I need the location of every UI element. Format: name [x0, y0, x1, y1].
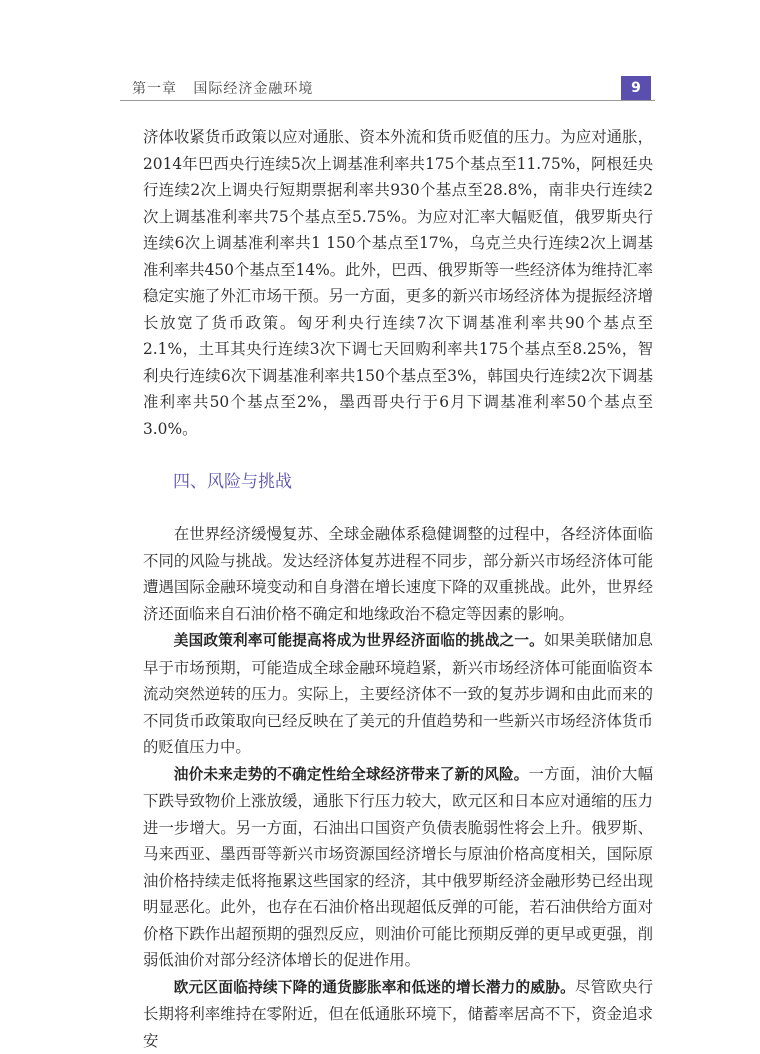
risk-paragraph-us-rates [143, 627, 653, 761]
paragraph-text: 一方面，油价大幅下跌导致物价上涨放缓，通胀下行压力较大，欧元区和日本应对通缩的压力进一步增大。另一方面，石油出口国资产负债表脆弱性将会上升。俄罗斯、马来西亚、墨西哥等新兴市场资源国经济增长与原油价格高度相关，国际原油价格持续走低将拖累这些国家的经济，其中俄罗斯经济金融形势已经出现明显恶化。此外，也存在石油价格出现超低反弹的可能，若石油供给方面对价格下跌作出超预期的强烈反应，则油价可能比预期反弹的更早或更强，削弱低油价对部分经济体增长的促进作用。 [143, 765, 653, 970]
section-heading: 四、风险与挑战 [173, 469, 653, 495]
intro-paragraph [143, 521, 653, 627]
paragraph-lead-bold: 油价未来走势的不确定性给全球经济带来了新的风险。 [174, 766, 529, 783]
paragraph-lead-bold: 美国政策利率可能提高将成为世界经济面临的挑战之一。 [174, 632, 544, 649]
running-header [120, 76, 655, 101]
continued-paragraph: 济体收紧货币政策以应对通胀、资本外流和货币贬值的压力。为应对通胀，2014年巴西央行连续5次上调基准利率共175个基点至11.75%，阿根廷央行连续2次上调央行短期票据利率共930个基点至28.8%，南非央行连续2次上调基准利率共75个基点至5.75%。为应对汇率大幅贬值，俄罗斯央行连续6次上调基准利率共1 150个基点至17%，乌克兰央行连续2次上调基准利率共450个基点至14%。此外，巴西、俄罗斯等一些经济体为维持汇率稳定实施了外汇市场干预。另一方面，更多的新兴市场经济体为提振经济增长放宽了货币政策。匈牙利央行连续7次下调基准利率共90个基点至2.1%，土耳其央行连续3次下调七天回购利率共175个基点至8.25%，智利央行连续6次下调基准利率共150个基点至3%，韩国央行连续2次下调基准利率共50个基点至2%，墨西哥央行于6月下调基准利率50个基点至3.0%。 [143, 124, 653, 442]
risk-paragraph-oil-price [143, 761, 653, 974]
paragraph-text: 尽管欧央行长期将利率维持在零附近，但在低通胀环境下，储蓄率居高不下，资金追求安 [143, 978, 653, 1050]
page-number-badge: 9 [621, 76, 651, 100]
chapter-title: 第一章 国际经济金融环境 [132, 78, 313, 98]
paragraph-text: 如果美联储加息早于市场预期，可能造成全球金融环境趋紧，新兴市场经济体可能面临资本流动突然逆转的压力。实际上，主要经济体不一致的复苏步调和由此而来的不同货币政策取向已经反映在了美元的升值趋势和一些新兴市场经济体货币的贬值压力中。 [143, 631, 653, 756]
page-body [143, 124, 653, 1054]
risk-paragraph-eurozone [143, 974, 653, 1054]
paragraph-lead-bold: 欧元区面临持续下降的通货膨胀率和低迷的增长潜力的威胁。 [174, 979, 575, 996]
paragraph-text: 在世界经济缓慢复苏、全球金融体系稳健调整的过程中，各经济体面临不同的风险与挑战。发达经济体复苏进程不同步，部分新兴市场经济体可能遭遇国际金融环境变动和自身潜在增长速度下降的双重挑战。此外，世界经济还面临来自石油价格不确定和地缘政治不稳定等因素的影响。 [143, 525, 653, 623]
